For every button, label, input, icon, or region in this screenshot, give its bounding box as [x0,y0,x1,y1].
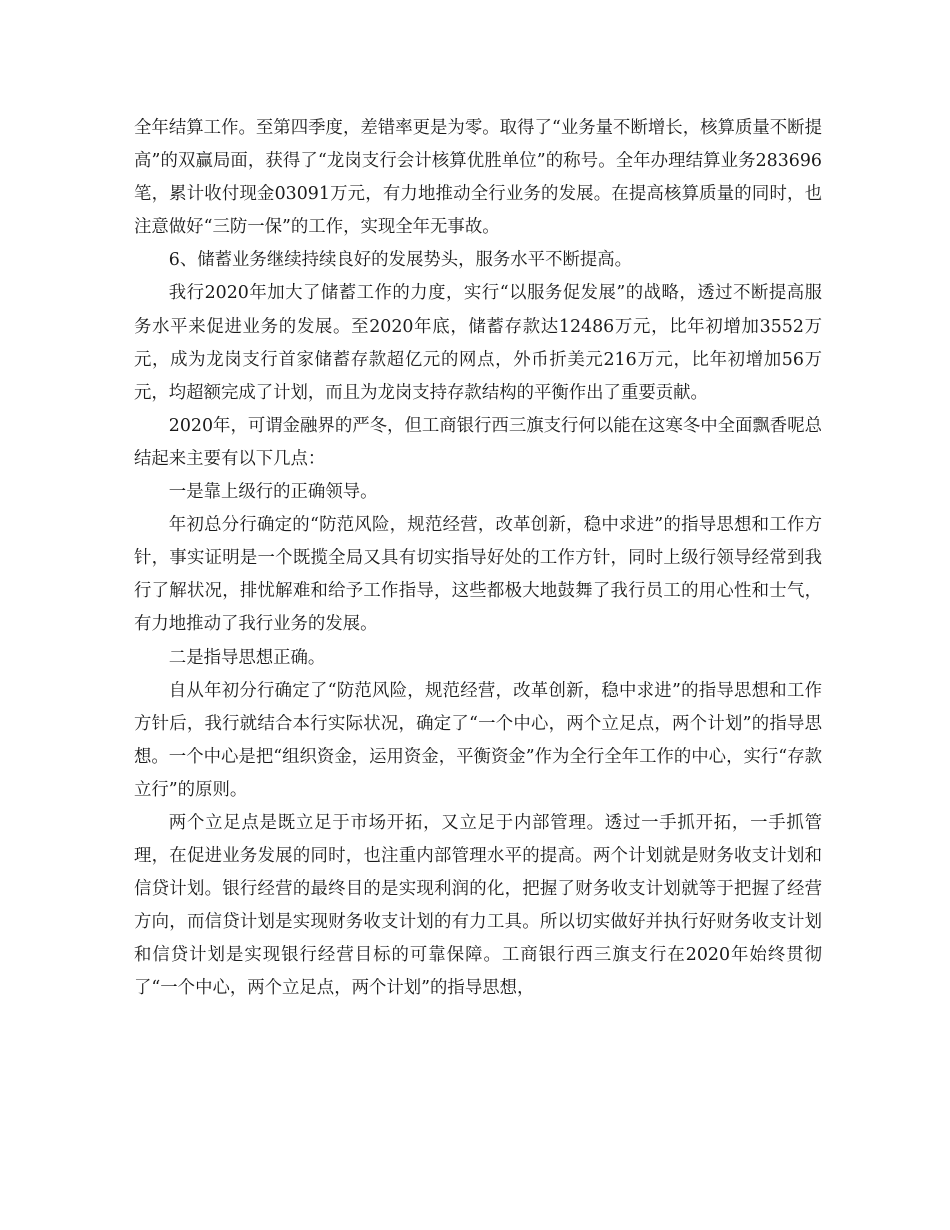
paragraph-point-one-heading: 一是靠上级行的正确领导。 [168,482,378,503]
paragraph-point-one-detail: 年初总分行确定的“防范风险，规范经营，改革创新，稳中求进”的指导思想和工作方针，事实证明是一个既揽全局又具有切实指导好处的工作方针，同时上级行领导经常到我行了解状况，排忧解难和给予工作指导，这些都极大地鼓舞了我行员工的用心性和士气，有力地推动了我行业务的发展。 [134,515,822,635]
paragraph-summary-intro: 2020年，可谓金融界的严冬，但工商银行西三旗支行何以能在这寒冬中全面飘香呢总结起来主要有以下几点： [134,415,822,469]
paragraph-point-two-heading: 二是指导思想正确。 [168,647,326,668]
paragraph-point-two-detail: 自从年初分行确定了“防范风险，规范经营，改革创新，稳中求进”的指导思想和工作方针后，我行就结合本行实际状况，确定了“一个中心，两个立足点，两个计划”的指导思想。一个中心是把“组织资金，运用资金，平衡资金”作为全行全年工作的中心，实行“存款立行”的原则。 [134,680,822,800]
paragraph-savings-detail: 我行2020年加大了储蓄工作的力度，实行“以服务促发展”的战略，透过不断提高服务水平来促进业务的发展。至2020年底，储蓄存款达12486万元，比年初增加3552万元，成为龙岗支行首家储蓄存款超亿元的网点，外币折美元216万元，比年初增加56万元，均超额完成了计划，而且为龙岗支持存款结构的平衡作出了重要贡献。 [134,283,822,403]
paragraph-savings-heading: 6、储蓄业务继续持续良好的发展势头，服务水平不断提高。 [168,250,633,271]
paragraph-settlement-continued: 全年结算工作。至第四季度，差错率更是为零。取得了“业务量不断增长，核算质量不断提高”的双赢局面，获得了“龙岗支行会计核算优胜单位”的称号。全年办理结算业务283696笔，累计收付现金03091万元，有力地推动全行业务的发展。在提高核算质量的同时，也注意做好“三防一保”的工作，实现全年无事故。 [134,118,822,238]
document-body [134,112,822,1006]
paragraph-two-footholds: 两个立足点是既立足于市场开拓，又立足于内部管理。透过一手抓开拓，一手抓管理，在促进业务发展的同时，也注重内部管理水平的提高。两个计划就是财务收支计划和信贷计划。银行经营的最终目的是实现利润的化，把握了财务收支计划就等于把握了经营方向，而信贷计划是实现财务收支计划的有力工具。所以切实做好并执行好财务收支计划和信贷计划是实现银行经营目标的可靠保障。工商银行西三旗支行在2020年始终贯彻了“一个中心，两个立足点，两个计划”的指导思想， [134,812,822,999]
